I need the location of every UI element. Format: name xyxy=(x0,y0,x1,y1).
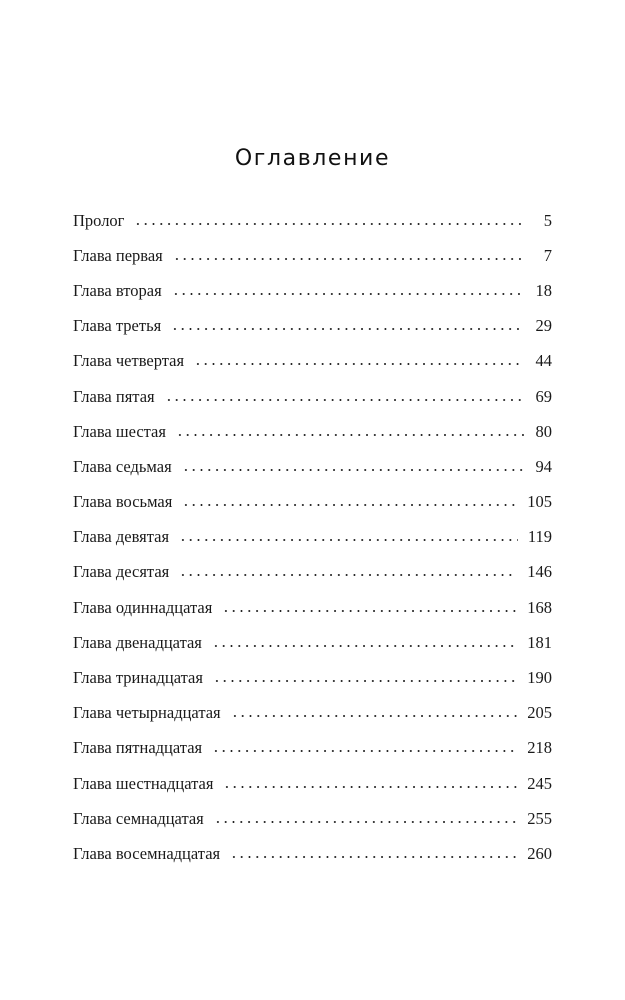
dot-leader xyxy=(214,820,517,824)
toc-entry-chapter-13[interactable] xyxy=(73,660,552,695)
toc-entry-chapter-18[interactable] xyxy=(73,836,552,871)
toc-entry-chapter-14[interactable] xyxy=(73,696,552,731)
toc-entry-chapter-10[interactable] xyxy=(73,555,552,590)
toc-entry-page: 80 xyxy=(535,421,552,441)
dot-leader xyxy=(223,785,517,789)
toc-entry-chapter-1[interactable] xyxy=(73,238,552,273)
toc-entry-page: 218 xyxy=(527,738,552,758)
toc-entry-page: 94 xyxy=(535,456,552,476)
dot-leader xyxy=(230,855,517,859)
toc-entry-chapter-7[interactable] xyxy=(73,449,552,484)
toc-entry-page: 245 xyxy=(527,773,552,793)
toc-list xyxy=(73,203,552,872)
dot-leader xyxy=(182,503,517,507)
toc-entry-chapter-16[interactable] xyxy=(73,766,552,801)
toc-entry-label: Глава восьмая xyxy=(73,492,173,512)
toc-entry-chapter-12[interactable] xyxy=(73,625,552,660)
toc-entry-label: Глава двенадцатая xyxy=(73,632,202,652)
toc-entry-page: 105 xyxy=(527,492,552,512)
toc-entry-page: 5 xyxy=(543,210,552,230)
dot-leader xyxy=(212,644,517,648)
dot-leader xyxy=(222,609,517,613)
toc-entry-page: 29 xyxy=(535,316,552,336)
toc-entry-chapter-3[interactable] xyxy=(73,309,552,344)
toc-entry-page: 119 xyxy=(527,527,552,547)
toc-entry-label: Глава семнадцатая xyxy=(73,808,204,828)
toc-entry-chapter-9[interactable] xyxy=(73,520,552,555)
toc-entry-label: Глава первая xyxy=(73,245,163,265)
dot-leader xyxy=(182,468,524,472)
toc-entry-label: Глава пятнадцатая xyxy=(73,738,203,758)
dot-leader xyxy=(179,573,517,577)
dot-leader xyxy=(172,292,524,296)
toc-entry-chapter-4[interactable] xyxy=(73,344,552,379)
toc-entry-page: 190 xyxy=(527,668,552,688)
toc-entry-page: 255 xyxy=(527,808,552,828)
toc-entry-chapter-2[interactable] xyxy=(73,273,552,308)
dot-leader xyxy=(176,433,524,437)
toc-entry-label: Глава четырнадцатая xyxy=(73,703,221,723)
toc-entry-page: 7 xyxy=(543,245,552,265)
toc-entry-label: Глава вторая xyxy=(73,280,162,300)
dot-leader xyxy=(179,538,518,542)
toc-entry-label: Глава шестая xyxy=(73,421,166,441)
toc-entry-chapter-5[interactable] xyxy=(73,379,552,414)
dot-leader xyxy=(213,679,517,683)
toc-title: Оглавление xyxy=(234,146,391,171)
toc-entry-label: Глава третья xyxy=(73,316,162,336)
toc-entry-label: Глава седьмая xyxy=(73,456,172,476)
toc-entry-label: Глава десятая xyxy=(73,562,170,582)
toc-entry-page: 69 xyxy=(535,386,552,406)
toc-entry-chapter-8[interactable] xyxy=(73,485,552,520)
toc-entry-label: Глава шестнадцатая xyxy=(73,773,214,793)
toc-entry-page: 44 xyxy=(535,351,552,371)
toc-entry-page: 146 xyxy=(527,562,552,582)
toc-entry-label: Глава девятая xyxy=(73,527,170,547)
toc-entry-prologue[interactable] xyxy=(73,203,552,238)
dot-leader xyxy=(194,362,524,366)
toc-entry-page: 181 xyxy=(527,632,552,652)
toc-entry-label: Глава восемнадцатая xyxy=(73,843,221,863)
toc-entry-page: 260 xyxy=(527,843,552,863)
toc-entry-label: Глава тринадцатая xyxy=(73,668,203,688)
toc-entry-label: Глава одиннадцатая xyxy=(73,597,213,617)
dot-leader xyxy=(173,257,524,261)
toc-entry-label: Глава пятая xyxy=(73,386,155,406)
dot-leader xyxy=(165,398,524,402)
toc-entry-chapter-17[interactable] xyxy=(73,801,552,836)
dot-leader xyxy=(212,749,517,753)
toc-entry-chapter-15[interactable] xyxy=(73,731,552,766)
toc-entry-chapter-6[interactable] xyxy=(73,414,552,449)
dot-leader xyxy=(171,327,524,331)
toc-entry-label: Пролог xyxy=(73,210,125,230)
toc-entry-chapter-11[interactable] xyxy=(73,590,552,625)
toc-entry-label: Глава четвертая xyxy=(73,351,185,371)
toc-entry-page: 205 xyxy=(527,703,552,723)
toc-entry-page: 18 xyxy=(535,280,552,300)
dot-leader xyxy=(231,714,518,718)
toc-entry-page: 168 xyxy=(527,597,552,617)
dot-leader xyxy=(134,222,524,226)
